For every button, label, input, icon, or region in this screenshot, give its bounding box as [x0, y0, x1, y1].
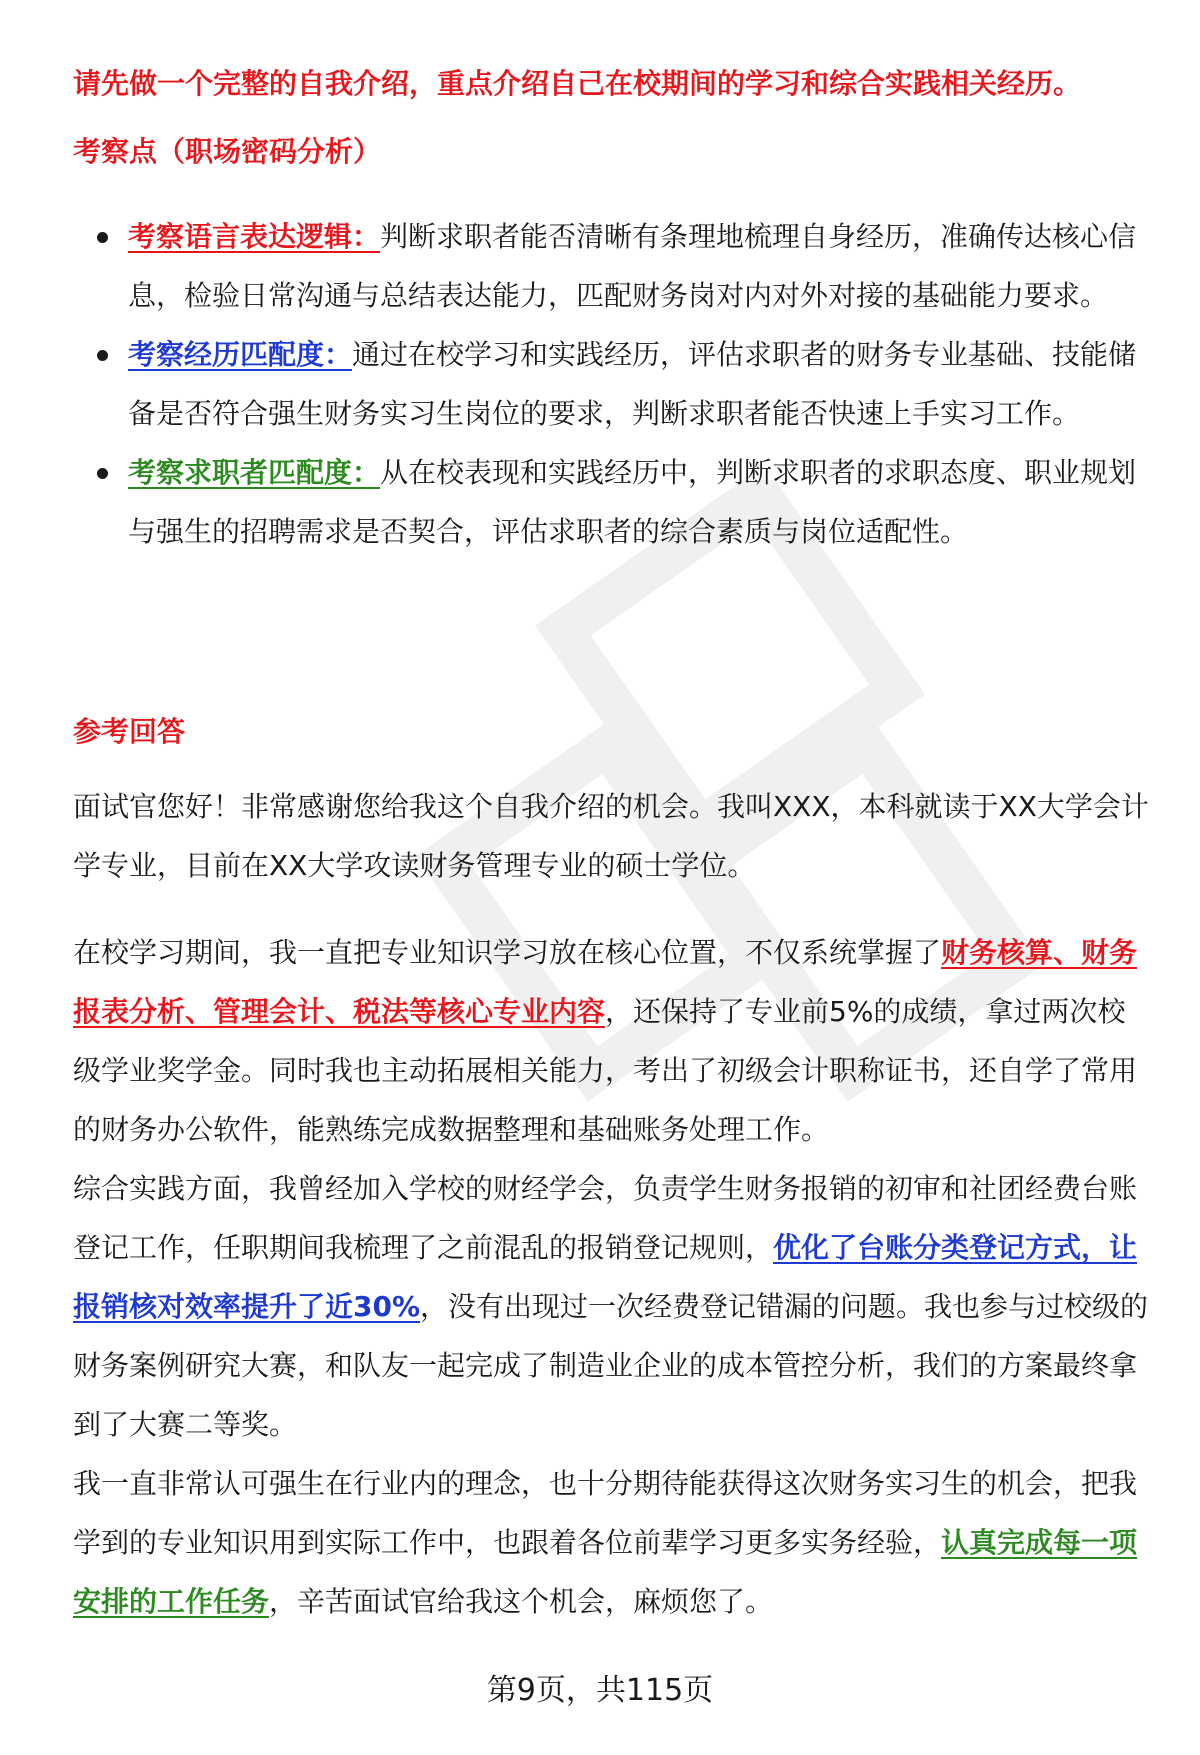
- section-title-answer: 参考回答: [73, 715, 186, 748]
- bullet-dot-icon: [97, 468, 108, 479]
- bullet-dot-icon: [97, 350, 108, 361]
- section-title-points: 考察点（职场密码分析）: [73, 135, 382, 168]
- answer-paragraph-intro: 面试官您好！非常感谢您给我这个自我介绍的机会。我叫XXX，本科就读于XX大学会计学专业，目前在XX大学攻读财务管理专业的硕士学位。: [73, 790, 1149, 882]
- bullet-dot-icon: [97, 232, 108, 243]
- answer-text: ，还保持了专业前5%的成绩，拿过两次校级学业奖学金。同时我也主动拓展相关能力，考出了初级会计职称证书，还自学了常用的财务办公软件，能熟练完成数据整理和基础账务处理工作。: [73, 995, 1138, 1146]
- assessment-keyword: 考察求职者匹配度：: [128, 456, 381, 489]
- assessment-point-fit: [73, 443, 1153, 561]
- page-number: 第9页，共115页: [486, 1673, 714, 1708]
- answer-text: ，没有出现过一次经费登记错漏的问题。我也参与过校级的财务案例研究大赛，和队友一起完成了制造业企业的成本管控分析，我们的方案最终拿到了大赛二等奖。: [73, 1290, 1149, 1441]
- assessment-point-experience: [73, 325, 1153, 443]
- answer-highlight: 优化了台账分类登记方式，让报销核对效率提升了近30%: [73, 1231, 1138, 1323]
- answer-text: 在校学习期间，我一直把专业知识学习放在核心位置，不仅系统掌握了: [73, 936, 942, 969]
- assessment-text: 判断求职者能否清晰有条理地梳理自身经历，准确传达核心信息，检验日常沟通与总结表达能力，匹配财务岗对内对外对接的基础能力要求。: [128, 220, 1137, 312]
- reference-answer: [73, 777, 1153, 1631]
- assessment-point-language: [73, 207, 1153, 325]
- answer-highlight: 财务核算、财务报表分析、管理会计、税法等核心专业内容: [73, 936, 1138, 1028]
- answer-paragraph-study: [73, 923, 1153, 1159]
- answer-text: 我一直非常认可强生在行业内的理念，也十分期待能获得这次财务实习生的机会，把我学到的专业知识用到实际工作中，也跟着各位前辈学习更多实务经验，: [73, 1467, 1138, 1559]
- assessment-text: 通过在校学习和实践经历，评估求职者的财务专业基础、技能储备是否符合强生财务实习生岗位的要求，判断求职者能否快速上手实习工作。: [128, 338, 1137, 430]
- answer-paragraph-closing: [73, 1454, 1153, 1631]
- assessment-text: 从在校表现和实践经历中，判断求职者的求职态度、职业规划与强生的招聘需求是否契合，评估求职者的综合素质与岗位适配性。: [128, 456, 1137, 548]
- answer-text: 综合实践方面，我曾经加入学校的财经学会，负责学生财务报销的初审和社团经费台账登记工作，任职期间我梳理了之前混乱的报销登记规则，: [73, 1172, 1138, 1264]
- interview-question: 请先做一个完整的自我介绍，重点介绍自己在校期间的学习和综合实践相关经历。: [73, 67, 1082, 100]
- answer-paragraph-practice: [73, 1159, 1153, 1454]
- assessment-keyword: 考察经历匹配度：: [128, 338, 353, 371]
- assessment-points-list: [73, 207, 1153, 561]
- assessment-keyword: 考察语言表达逻辑：: [128, 220, 381, 253]
- answer-text: ，辛苦面试官给我这个机会，麻烦您了。: [269, 1585, 774, 1618]
- answer-highlight: 认真完成每一项安排的工作任务: [73, 1526, 1138, 1618]
